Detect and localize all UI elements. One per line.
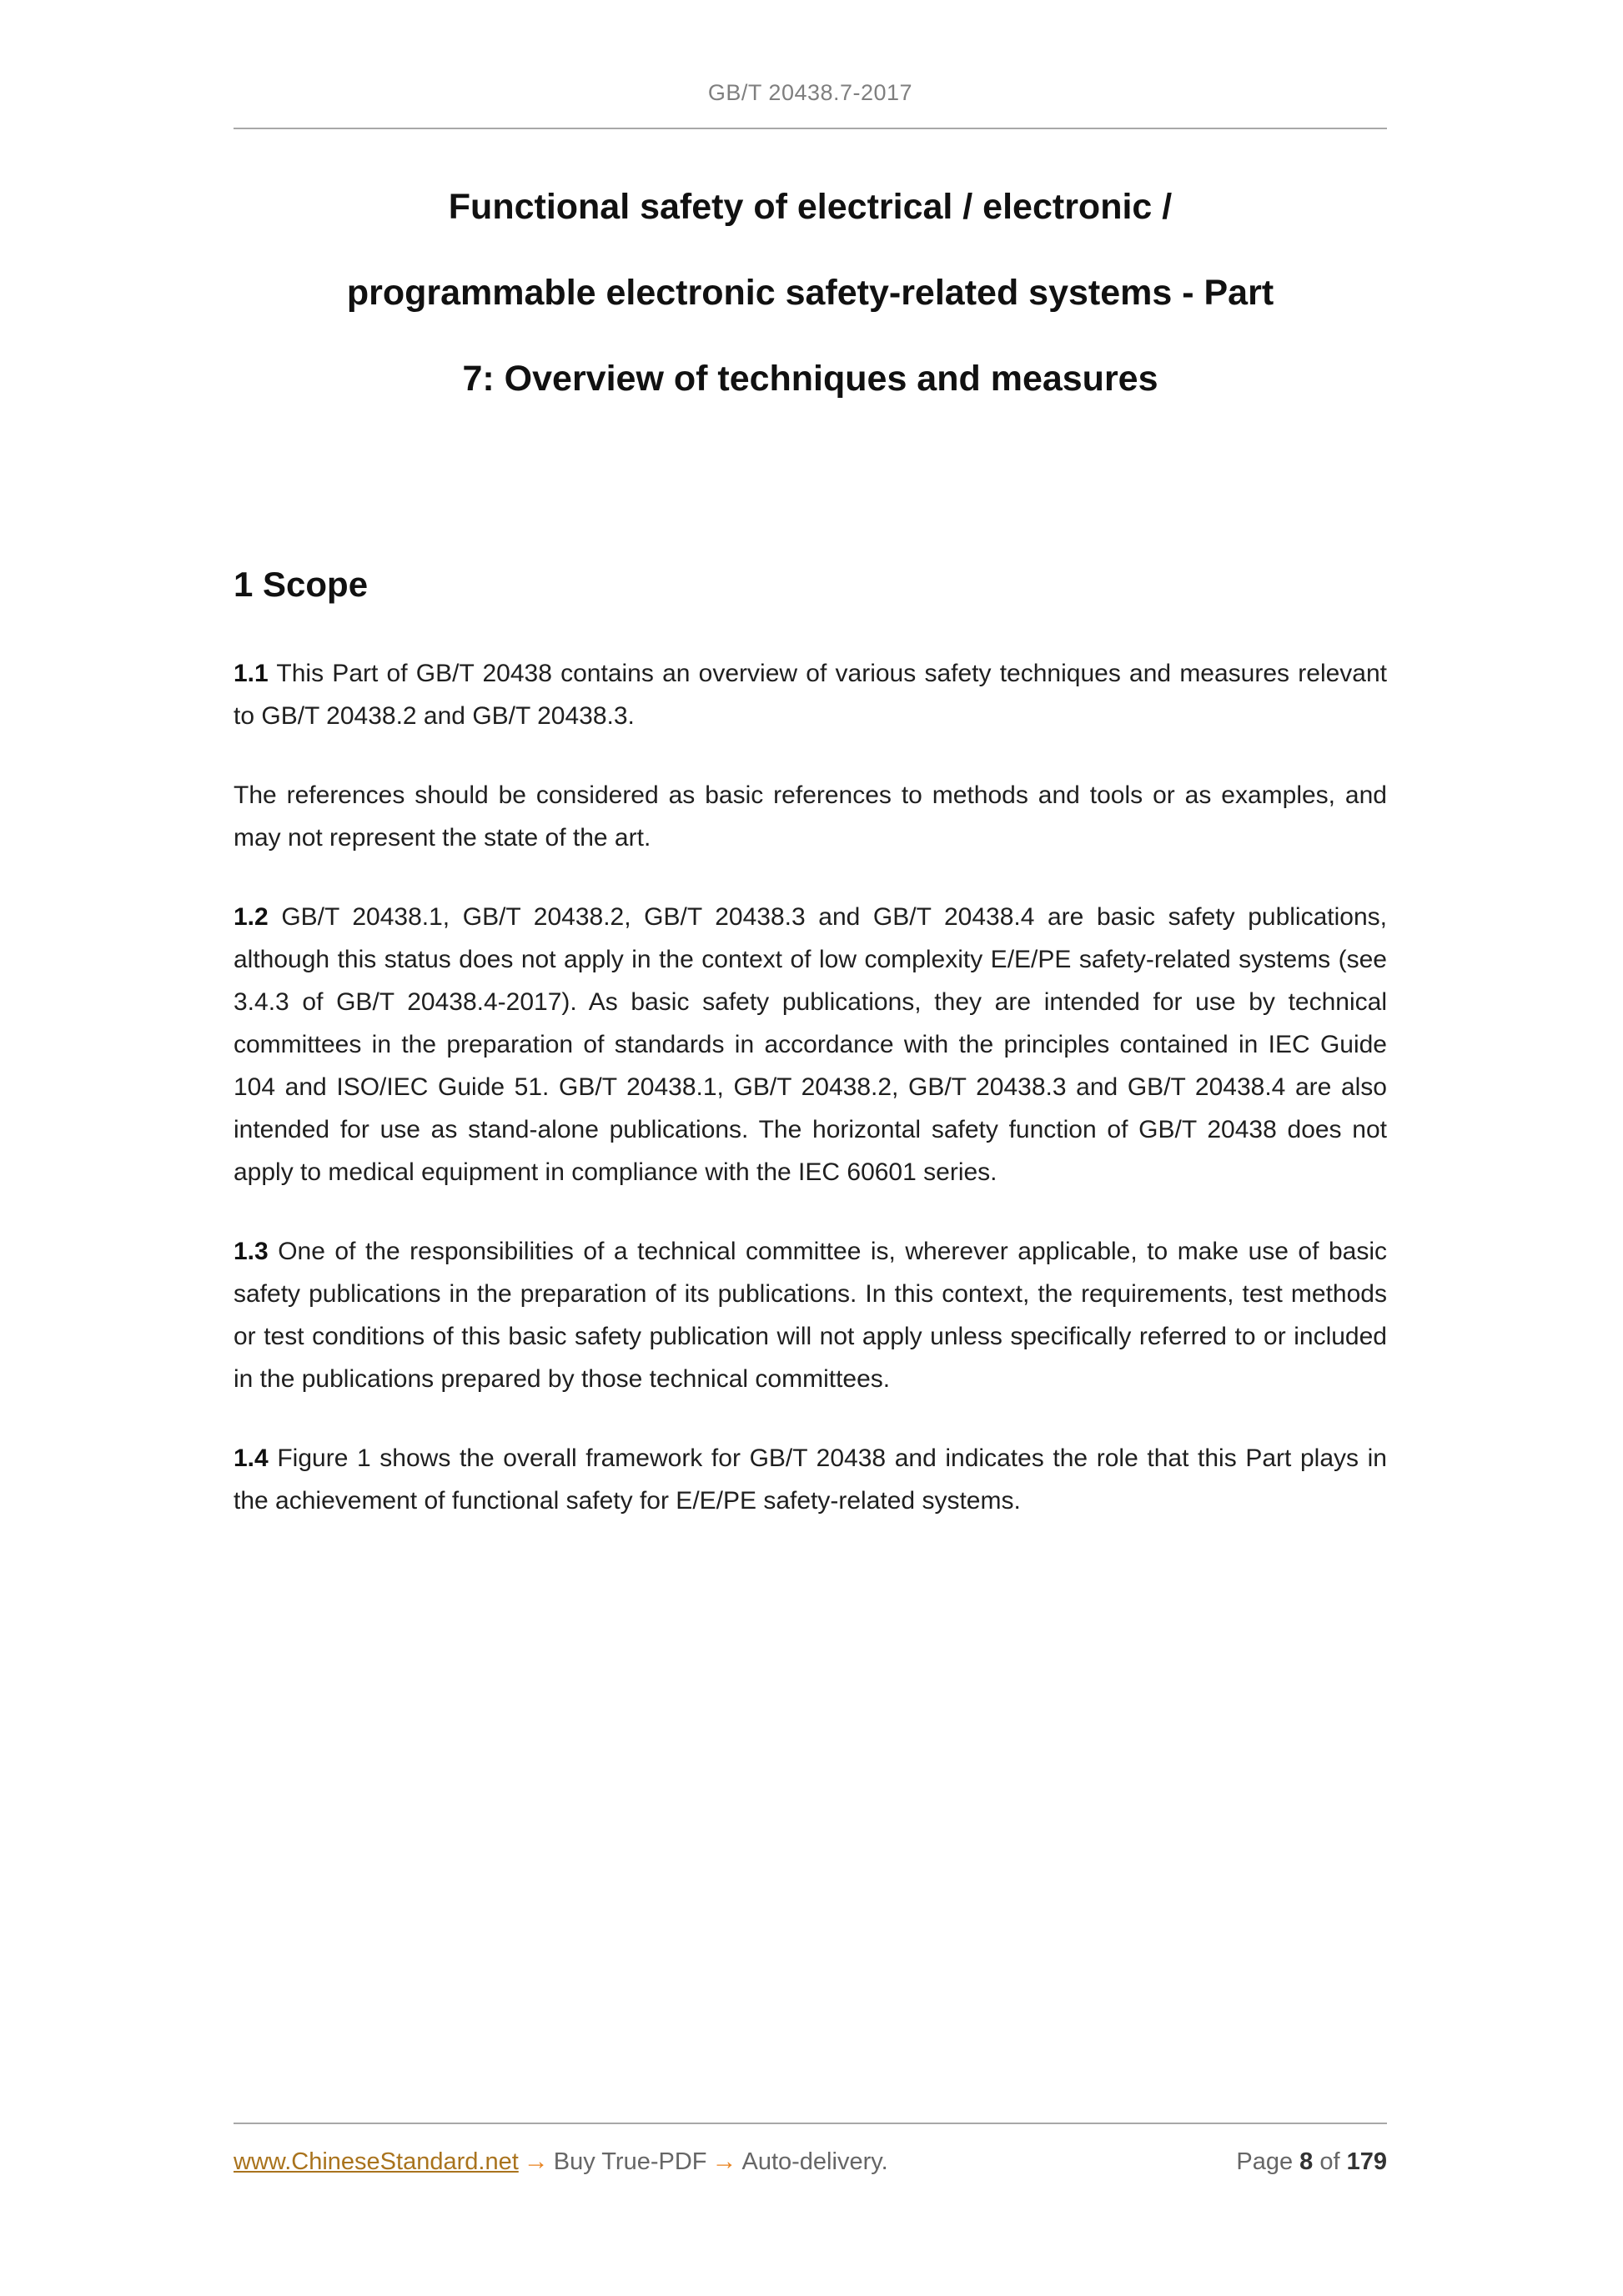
arrow-right-icon: → <box>523 2148 549 2175</box>
auto-delivery-text: Auto-delivery. <box>741 2148 888 2175</box>
total-page-count: 179 <box>1346 2148 1387 2175</box>
paragraph-text: The references should be considered as basic references to methods and tools or as examples, and may not represent the state of the art. <box>234 781 1387 852</box>
paragraph-text: Figure 1 shows the overall framework for GB/T 20438 and indicates the role that this Part plays in the achievement of functional safety for E/E/PE safety-related systems. <box>234 1444 1387 1515</box>
title-line: programmable electronic safety-related systems - Part <box>346 273 1274 313</box>
footer-divider <box>234 2123 1387 2124</box>
paragraph-text: One of the responsibilities of a technical committee is, wherever applicable, to make use of basic safety publications in the preparation of its publications. In this context, the requirements, test methods or test conditions of this basic safety publication will not apply unless specifically referred to or included in the publications prepared by those technical committees. <box>234 1238 1387 1393</box>
section-heading-scope: 1 Scope <box>234 565 369 604</box>
footer-row <box>234 2148 1387 2176</box>
title-line: 7: Overview of techniques and measures <box>462 359 1158 399</box>
paragraph-text: GB/T 20438.1, GB/T 20438.2, GB/T 20438.3 and GB/T 20438.4 are basic safety publications, although this status does not apply in the context of low complexity E/E/PE safety-related systems (see 3.4.3 of GB/T 20438.4-2017). As basic safety publications, they are intended for use by technical committees in the preparation of standards in accordance with the principles contained in IEC Guide 104 and ISO/IEC Guide 51. GB/T 20438.1, GB/T 20438.2, GB/T 20438.3 and GB/T 20438.4 are also intended for use as stand-alone publications. The horizontal safety function of GB/T 20438 does not apply to medical equipment in compliance with the IEC 60601 series. <box>234 903 1387 1186</box>
clause-number: 1.4 <box>234 1444 269 1472</box>
scope-body <box>234 652 1387 1522</box>
paragraph-1-3 <box>234 1230 1387 1400</box>
paragraph-references <box>234 774 1387 859</box>
clause-number: 1.1 <box>234 660 269 687</box>
page-footer <box>234 2123 1387 2176</box>
of-label: of <box>1319 2148 1340 2175</box>
header-divider <box>234 128 1387 129</box>
header-doc-number: GB/T 20438.7-2017 <box>707 80 913 105</box>
paragraph-1-2 <box>234 896 1387 1193</box>
title-line: Functional safety of electrical / electronic / <box>448 187 1173 227</box>
footer-left-group <box>234 2148 888 2176</box>
buy-true-pdf-text: Buy True-PDF <box>553 2148 707 2175</box>
paragraph-1-4 <box>234 1437 1387 1522</box>
clause-number: 1.3 <box>234 1238 269 1265</box>
clause-number: 1.2 <box>234 903 269 931</box>
page-label: Page <box>1236 2148 1294 2175</box>
paragraph-text: This Part of GB/T 20438 contains an overview of various safety techniques and measures relevant to GB/T 20438.2 and GB/T 20438.3. <box>234 660 1387 730</box>
paragraph-1-1 <box>234 652 1387 737</box>
site-link[interactable]: www.ChineseStandard.net <box>234 2148 519 2175</box>
arrow-right-icon: → <box>711 2148 737 2175</box>
footer-page-indicator <box>1236 2148 1387 2176</box>
document-title <box>234 164 1387 422</box>
current-page-number: 8 <box>1299 2148 1314 2175</box>
